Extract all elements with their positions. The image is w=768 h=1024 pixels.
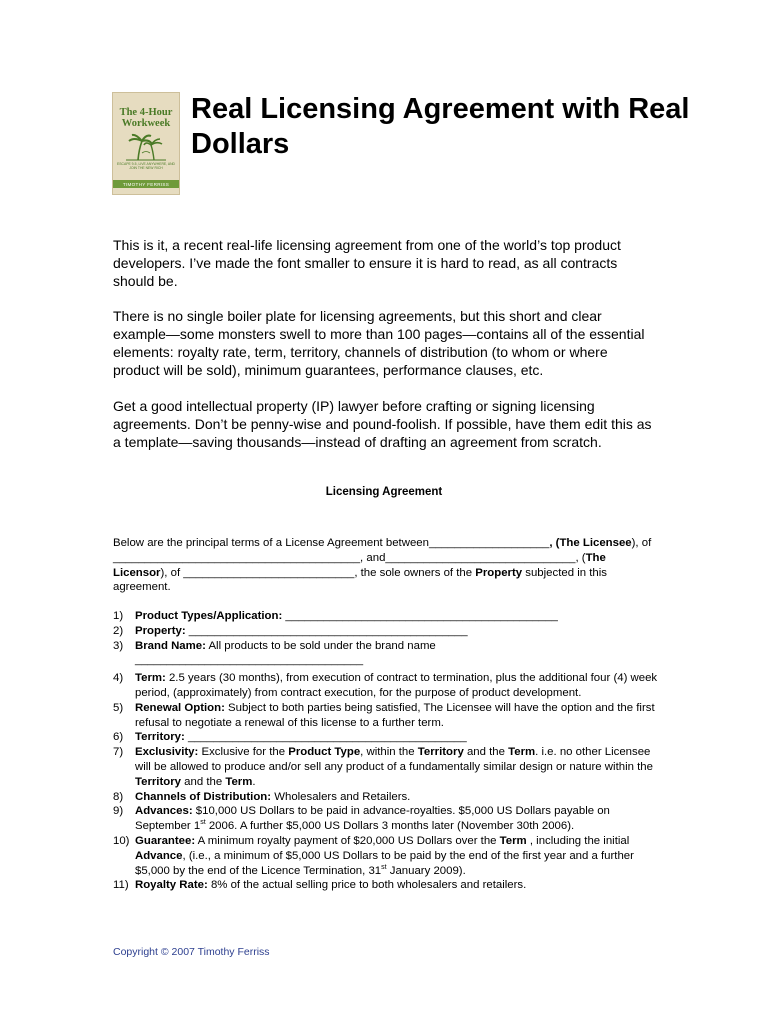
term-item-brand-name: 3) Brand Name: All products to be sold under the brand name ____________________________________: [113, 639, 436, 667]
term-item-channels: 8) Channels of Distribution: Wholesalers and Retailers.: [113, 790, 411, 803]
intro-paragraph: This is it, a recent real-life licensing agreement from one of the world’s top product developers. I’ve made the font smaller to ensure it is hard to read, as all contracts should be.: [113, 237, 621, 289]
term-item-property: 2) Property: ____________________________________________: [113, 624, 468, 637]
intro-paragraph: Get a good intellectual property (IP) lawyer before crafting or signing licensing agreements. Don’t be penny-wise and pound-foolish. If possible, have them edit this as a template—saving thousands—instead of drafting an agreement from scratch.: [113, 398, 652, 450]
term-item-term: 4) Term: 2.5 years (30 months), from execution of contract to termination, plus the additional four (4) week period, (approximately) from contract execution, for the purpose of product development.: [113, 672, 658, 699]
term-item-guarantee: 10) Guarantee: A minimum royalty payment of $20,000 US Dollars over the Term , including the initial Advance, (i.e., a minimum of $5,000 US Dollars to be paid by the end of the first year and a further $5,000 by the end of the Licence Termination, 31st January 2009).: [113, 834, 634, 877]
page-title: Real Licensing Agreement with Real Dollars: [191, 93, 690, 160]
intro-paragraph: There is no single boiler plate for licensing agreements, but this short and clear example—some monsters swell to more than 100 pages—contains all of the essential elements: royalty rate, term, territory, channels of distribution (to whom or where product will be sold), minimum guarantees, performance clauses, etc.: [113, 308, 645, 378]
term-item-advances: 9) Advances: $10,000 US Dollars to be paid in advance-royalties. $5,000 US Dollars payable on September 1st 2006. A further $5,000 US Dollars 3 months later (November 30th 2006).: [113, 805, 610, 833]
book-cover-subtitle: ESCAPE 9-5, LIVE ANYWHERE, AND JOIN THE NEW RICH: [116, 162, 176, 170]
palm-tree-icon: [124, 131, 168, 161]
agreement-heading: Licensing Agreement: [325, 486, 443, 498]
copyright-footer: Copyright © 2007 Timothy Ferriss: [113, 946, 270, 958]
book-cover-image: [112, 92, 180, 195]
term-item-royalty-rate: 11) Royalty Rate: 8% of the actual selling price to both wholesalers and retailers.: [113, 879, 527, 892]
agreement-preamble: Below are the principal terms of a License Agreement between___________________, (The Licensee), of _______________________________________, and______________________________, (The Licensor), of ___________________________, the sole owners of the Property subjected in this agreement.: [113, 537, 652, 594]
term-item-renewal-option: 5) Renewal Option: Subject to both parties being satisfied, The Licensee will have the option and the first refusal to negotiate a renewal of this license to a further term.: [113, 701, 655, 729]
book-cover-author: TIMOTHY FERRISS: [122, 182, 170, 187]
term-item-territory: 6) Territory: ____________________________________________: [113, 731, 467, 744]
term-item-exclusivity: 7) Exclusivity: Exclusive for the Product Type, within the Territory and the Term. i.e. no other Licensee will be allowed to produce and/or sell any product of a fundamentally similar design or nature within the Territory and the Term.: [113, 746, 653, 788]
term-item-product-types: 1) Product Types/Application: ___________________________________________: [113, 610, 558, 622]
book-cover-title: The 4-Hour Workweek: [119, 107, 173, 129]
agreement-terms-list: [113, 609, 658, 893]
